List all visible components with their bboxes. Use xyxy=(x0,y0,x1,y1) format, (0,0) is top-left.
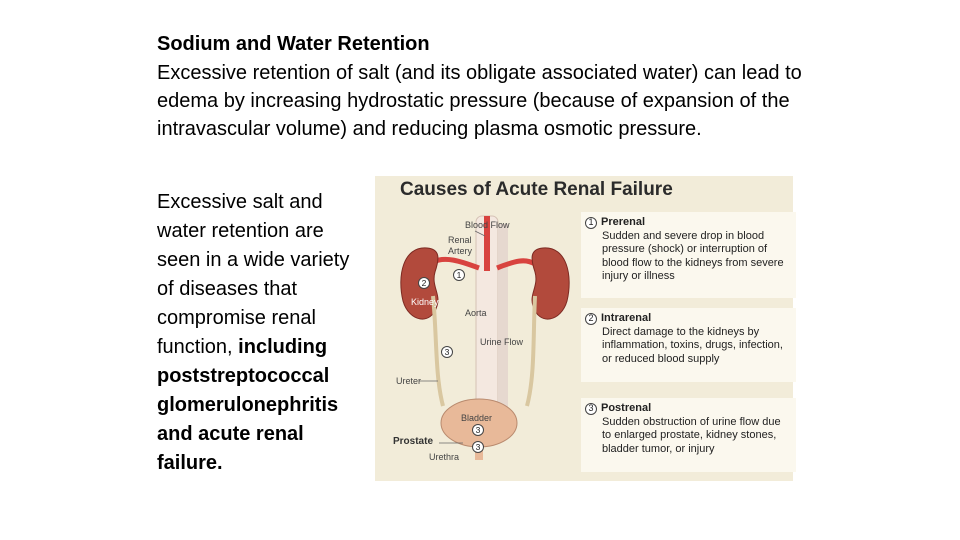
cause-number: 3 xyxy=(585,403,597,415)
left-renal-artery xyxy=(433,259,479,268)
marker-2: 2 xyxy=(418,277,430,289)
label-ureter: Ureter xyxy=(396,376,422,386)
side-paragraph xyxy=(157,188,367,478)
right-kidney-shape xyxy=(532,248,569,319)
label-renal: Renal xyxy=(448,235,472,245)
intro-paragraph: Excessive retention of salt (and its obligate associated water) can lead to edema by increasing hydrostatic pressure (because of expansion of the intravascular volume) and reducing plasma osmotic pressure. xyxy=(157,62,802,140)
right-ureter xyxy=(527,296,535,406)
cause-box-intrarenal xyxy=(581,308,796,382)
cause-header xyxy=(585,216,792,230)
vena-cava-shape xyxy=(498,224,508,424)
cause-header xyxy=(585,402,792,416)
cause-title: Intrarenal xyxy=(601,312,652,324)
marker-1: 1 xyxy=(453,269,465,281)
cause-number: 2 xyxy=(585,313,597,325)
side-paragraph-bold: including poststreptococcal glomerulonephritis and acute renal failure. xyxy=(157,336,339,474)
label-urine-flow: Urine Flow xyxy=(480,337,524,347)
marker-3-urethra: 3 xyxy=(472,441,484,453)
cause-text: Sudden obstruction of urine flow due to enlarged prostate, kidney stones, bladder tumor, or injury xyxy=(602,415,781,455)
figure-title: Causes of Acute Renal Failure xyxy=(400,179,673,200)
bladder-shape xyxy=(441,399,517,447)
side-paragraph-plain: Excessive salt and water retention are seen in a wide variety of diseases that compromise renal function, xyxy=(157,191,350,358)
cause-box-postrenal xyxy=(581,398,796,472)
label-prostate: Prostate xyxy=(393,436,434,447)
label-kidney: Kidney xyxy=(411,297,439,307)
cause-title: Postrenal xyxy=(601,402,652,414)
marker-3-bladder: 3 xyxy=(472,424,484,436)
label-artery: Artery xyxy=(448,246,473,256)
renal-failure-figure xyxy=(375,176,793,481)
marker-3-ureter: 3 xyxy=(441,346,453,358)
cause-number: 1 xyxy=(585,217,597,229)
cause-box-prerenal xyxy=(581,212,796,298)
cause-header xyxy=(585,312,792,326)
cause-text: Direct damage to the kidneys by inflammation, toxins, drugs, infection, or reduced blood supply xyxy=(602,325,783,365)
label-bladder: Bladder xyxy=(461,413,493,423)
cause-text: Sudden and severe drop in blood pressure (shock) or interruption of blood flow to the kidneys from severe injury or illness xyxy=(602,229,784,282)
label-blood-flow: Blood Flow xyxy=(465,220,510,230)
label-urethra: Urethra xyxy=(429,452,460,462)
label-aorta: Aorta xyxy=(465,308,487,318)
cause-title: Prerenal xyxy=(601,216,646,228)
slide-heading: Sodium and Water Retention xyxy=(157,33,430,55)
